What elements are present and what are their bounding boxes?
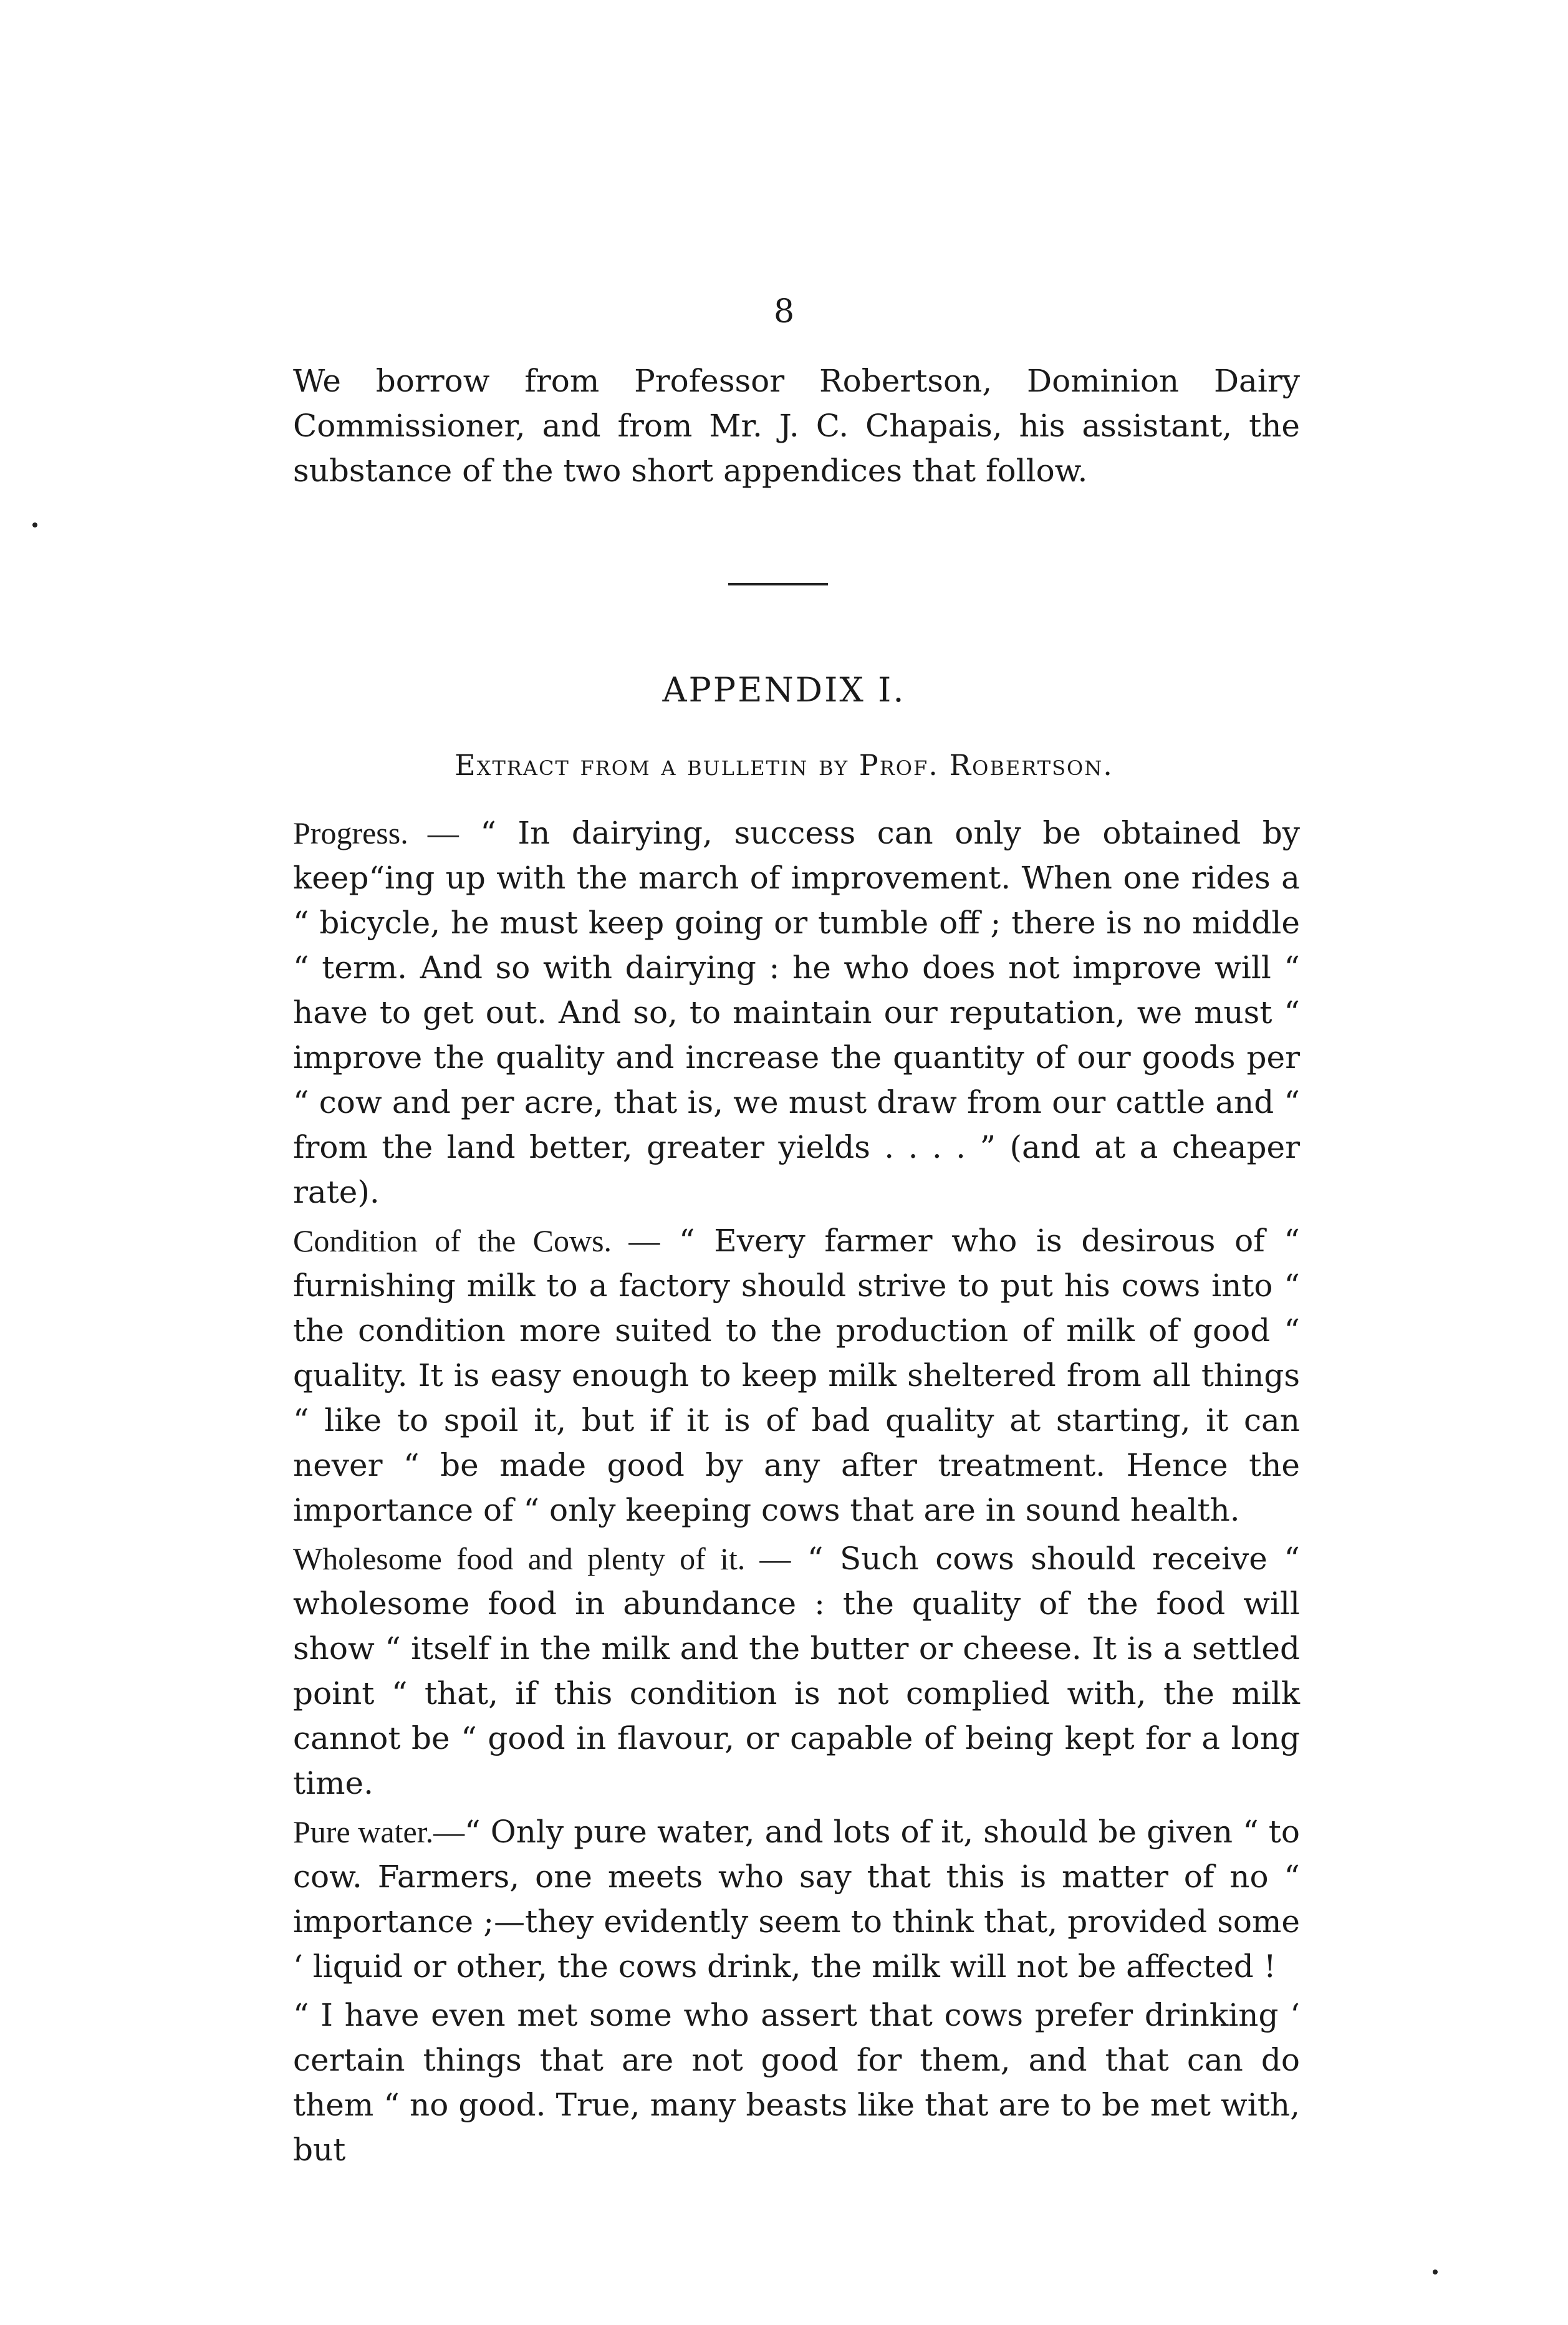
appendix-body: [293, 811, 1300, 2176]
appendix-title: APPENDIX I.: [662, 670, 906, 710]
paragraph-text: “ Every farmer who is desirous of “ furnishing milk to a factory should strive to put his cows into “ the condition more suited to the production of milk of good “ quality. It is easy enough to keep milk sheltered from all things “ like to spoil it, but if it is of bad quality at starting, it can never “ be made good by any after treatment. Hence the importance of “ only keeping cows that are in sound health.: [293, 1223, 1300, 1528]
paragraph-heading: Condition of the Cows. —: [293, 1223, 660, 1258]
paragraph-text: “ In dairying, success can only be obtained by keep“ing up with the march of improvement. When one rides a “ bicycle, he must keep going or tumble off ; there is no middle “ term. And so with dairying : he who does not improve will “ have to get out. And so, to maintain our reputation, we must “ improve the quality and increase the quantity of our goods per “ cow and per acre, that is, we must draw from our cattle and “ from the land better, greater yields . . . . ” (and at a cheaper rate).: [293, 815, 1301, 1210]
paragraph-text: “ Only pure water, and lots of it, should be given “ to cow. Farmers, one meets who say that this is matter of no “ importance ;—they evidently seem to think that, provided some ‘ liquid or other, the cows drink, the milk will not be affected !: [293, 1814, 1300, 1985]
paragraph-heading: Pure water.—: [293, 1814, 465, 1849]
intro-paragraph: [293, 359, 1300, 493]
paragraph-progress: [293, 811, 1300, 1215]
paragraph-condition-of-cows: [293, 1218, 1300, 1533]
paragraph-continuation: [293, 1993, 1300, 2172]
appendix-subtitle: Extract from a bulletin by Prof. Robertson.: [455, 748, 1113, 782]
paragraph-text: “ Such cows should receive “ wholesome food in abundance : the quality of the food will show “ itself in the milk and the butter or cheese. It is a settled point “ that, if this condition is not complied with, the milk cannot be “ good in flavour, or capable of being kept for a long time.: [293, 1541, 1300, 1801]
intro-text: We borrow from Professor Robertson, Dominion Dairy Commissioner, and from Mr. J. C. Chapais, his assistant, the substance of the two short appendices that follow.: [293, 363, 1300, 489]
scan-speck: [1433, 2270, 1438, 2274]
scan-speck: [32, 522, 37, 527]
paragraph-text: “ I have even met some who assert that cows prefer drinking ‘ certain things that are not good for them, and that can do them “ no good. True, many beasts like that are to be met with, but: [293, 1997, 1300, 2168]
paragraph-heading: Progress. —: [293, 816, 459, 850]
paragraph-pure-water: [293, 1809, 1300, 1989]
paragraph-heading: Wholesome food and plenty of it. —: [293, 1541, 791, 1576]
paragraph-wholesome-food: [293, 1536, 1300, 1806]
section-divider: [728, 583, 828, 585]
page-number: 8: [773, 293, 795, 330]
